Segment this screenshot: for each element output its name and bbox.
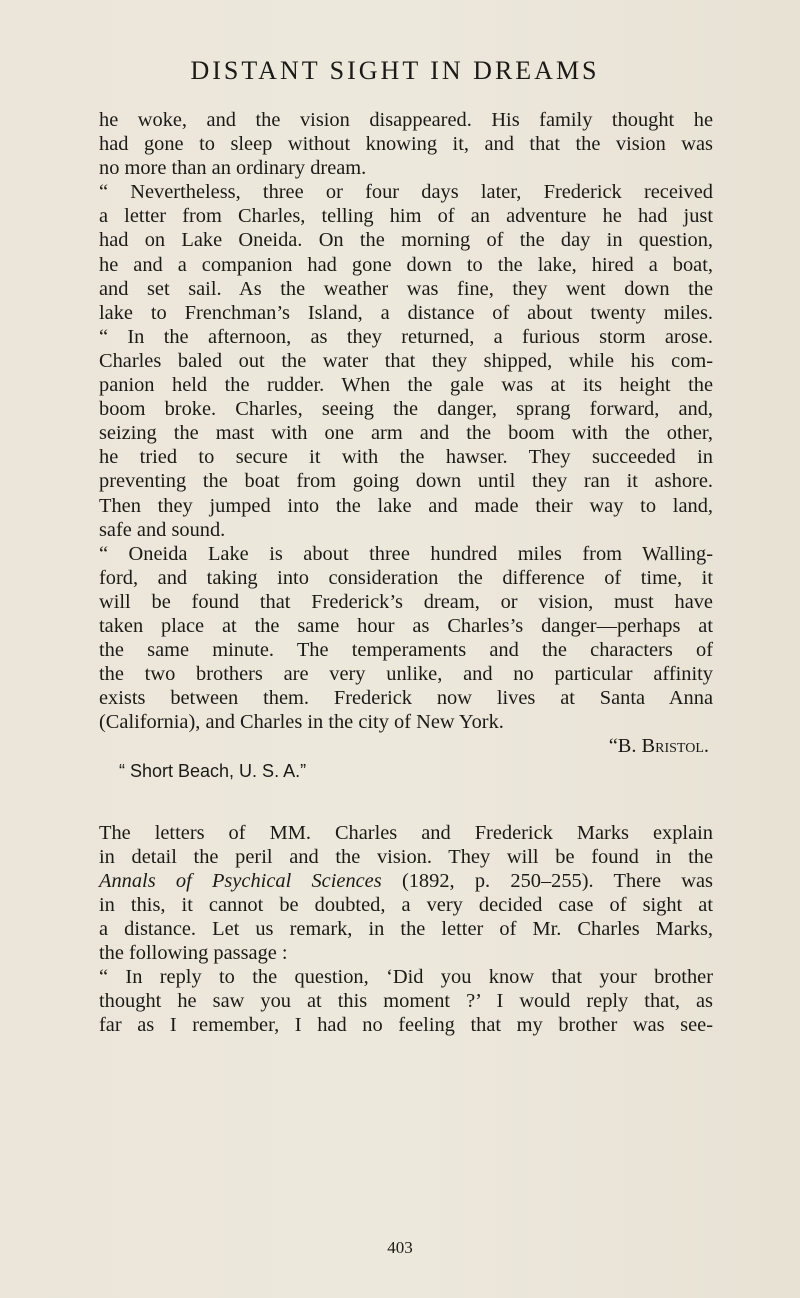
text-line: “ Oneida Lake is about three hundred miles from Walling- <box>99 542 713 565</box>
text-line: (California), and Charles in the city of New York. <box>99 711 504 734</box>
running-head: DISTANT SIGHT IN DREAMS <box>190 56 600 85</box>
text-line-with-citation <box>99 869 713 893</box>
text-line: “ In reply to the question, ‘Did you know that your brother <box>99 966 713 989</box>
text-line: he tried to secure it with the hawser. They succeeded in <box>99 446 713 469</box>
body-text <box>99 108 713 1037</box>
text-line: exists between them. Frederick now lives at Santa Anna <box>99 687 713 710</box>
text-line: boom broke. Charles, seeing the danger, sprang forward, and, <box>99 398 713 421</box>
text-line: had on Lake Oneida. On the morning of the day in question, <box>99 229 713 252</box>
text-line: the same minute. The temperaments and the characters of <box>99 639 713 662</box>
letter-signature: “B. Bristol. <box>608 735 709 758</box>
text-line: “ Nevertheless, three or four days later, Frederick received <box>99 181 713 204</box>
text-line: a distance. Let us remark, in the letter of Mr. Charles Marks, <box>99 918 713 940</box>
text-line: Then they jumped into the lake and made their way to land, <box>99 494 713 517</box>
text-line: in detail the peril and the vision. They will be found in the <box>99 845 713 868</box>
text-line: he and a companion had gone down to the lake, hired a boat, <box>99 253 713 276</box>
text-line: will be found that Frederick’s dream, or vision, must have <box>99 590 713 613</box>
text-line: The letters of MM. Charles and Frederick Marks explain <box>99 821 713 844</box>
citation-details: (1892, p. 250–255). There was <box>401 869 713 892</box>
text-line: the two brothers are very unlike, and no particular affinity <box>99 663 713 686</box>
section-gap <box>99 783 713 821</box>
page-number: 403 <box>387 1238 413 1257</box>
text-line: in this, it cannot be doubted, a very decided case of sight at <box>99 893 713 916</box>
text-line: thought he saw you at this moment ?’ I would reply that, as <box>99 990 713 1013</box>
text-line: Charles baled out the water that they shipped, while his com- <box>99 349 713 372</box>
text-line: had gone to sleep without knowing it, and that the vision was <box>99 133 713 156</box>
text-line: preventing the boat from going down until they ran it ashore. <box>99 470 713 493</box>
text-line: lake to Frenchman’s Island, a distance of about twenty miles. <box>99 301 713 324</box>
text-line: and set sail. As the weather was fine, they went down the <box>99 277 713 300</box>
text-line: seizing the mast with one arm and the boom with the other, <box>99 422 713 445</box>
text-line: “ In the afternoon, as they returned, a furious storm arose. <box>99 325 713 348</box>
text-line: panion held the rudder. When the gale was at its height the <box>99 374 713 397</box>
letter-dateline: “ Short Beach, U. S. A.” <box>119 760 307 781</box>
text-line: a letter from Charles, telling him of an adventure he had just <box>99 205 713 228</box>
text-line: he woke, and the vision disappeared. His family thought he <box>99 109 713 131</box>
journal-title: Annals of Psychical Sciences <box>99 869 382 892</box>
text-line: far as I remember, I had no feeling that my brother was see- <box>99 1014 713 1037</box>
text-line: taken place at the same hour as Charles’s danger—perhaps at <box>99 614 713 637</box>
text-line: safe and sound. <box>99 518 226 541</box>
text-line: the following passage : <box>99 942 288 965</box>
text-line: no more than an ordinary dream. <box>99 157 367 180</box>
text-line: ford, and taking into consideration the difference of time, it <box>99 566 713 589</box>
